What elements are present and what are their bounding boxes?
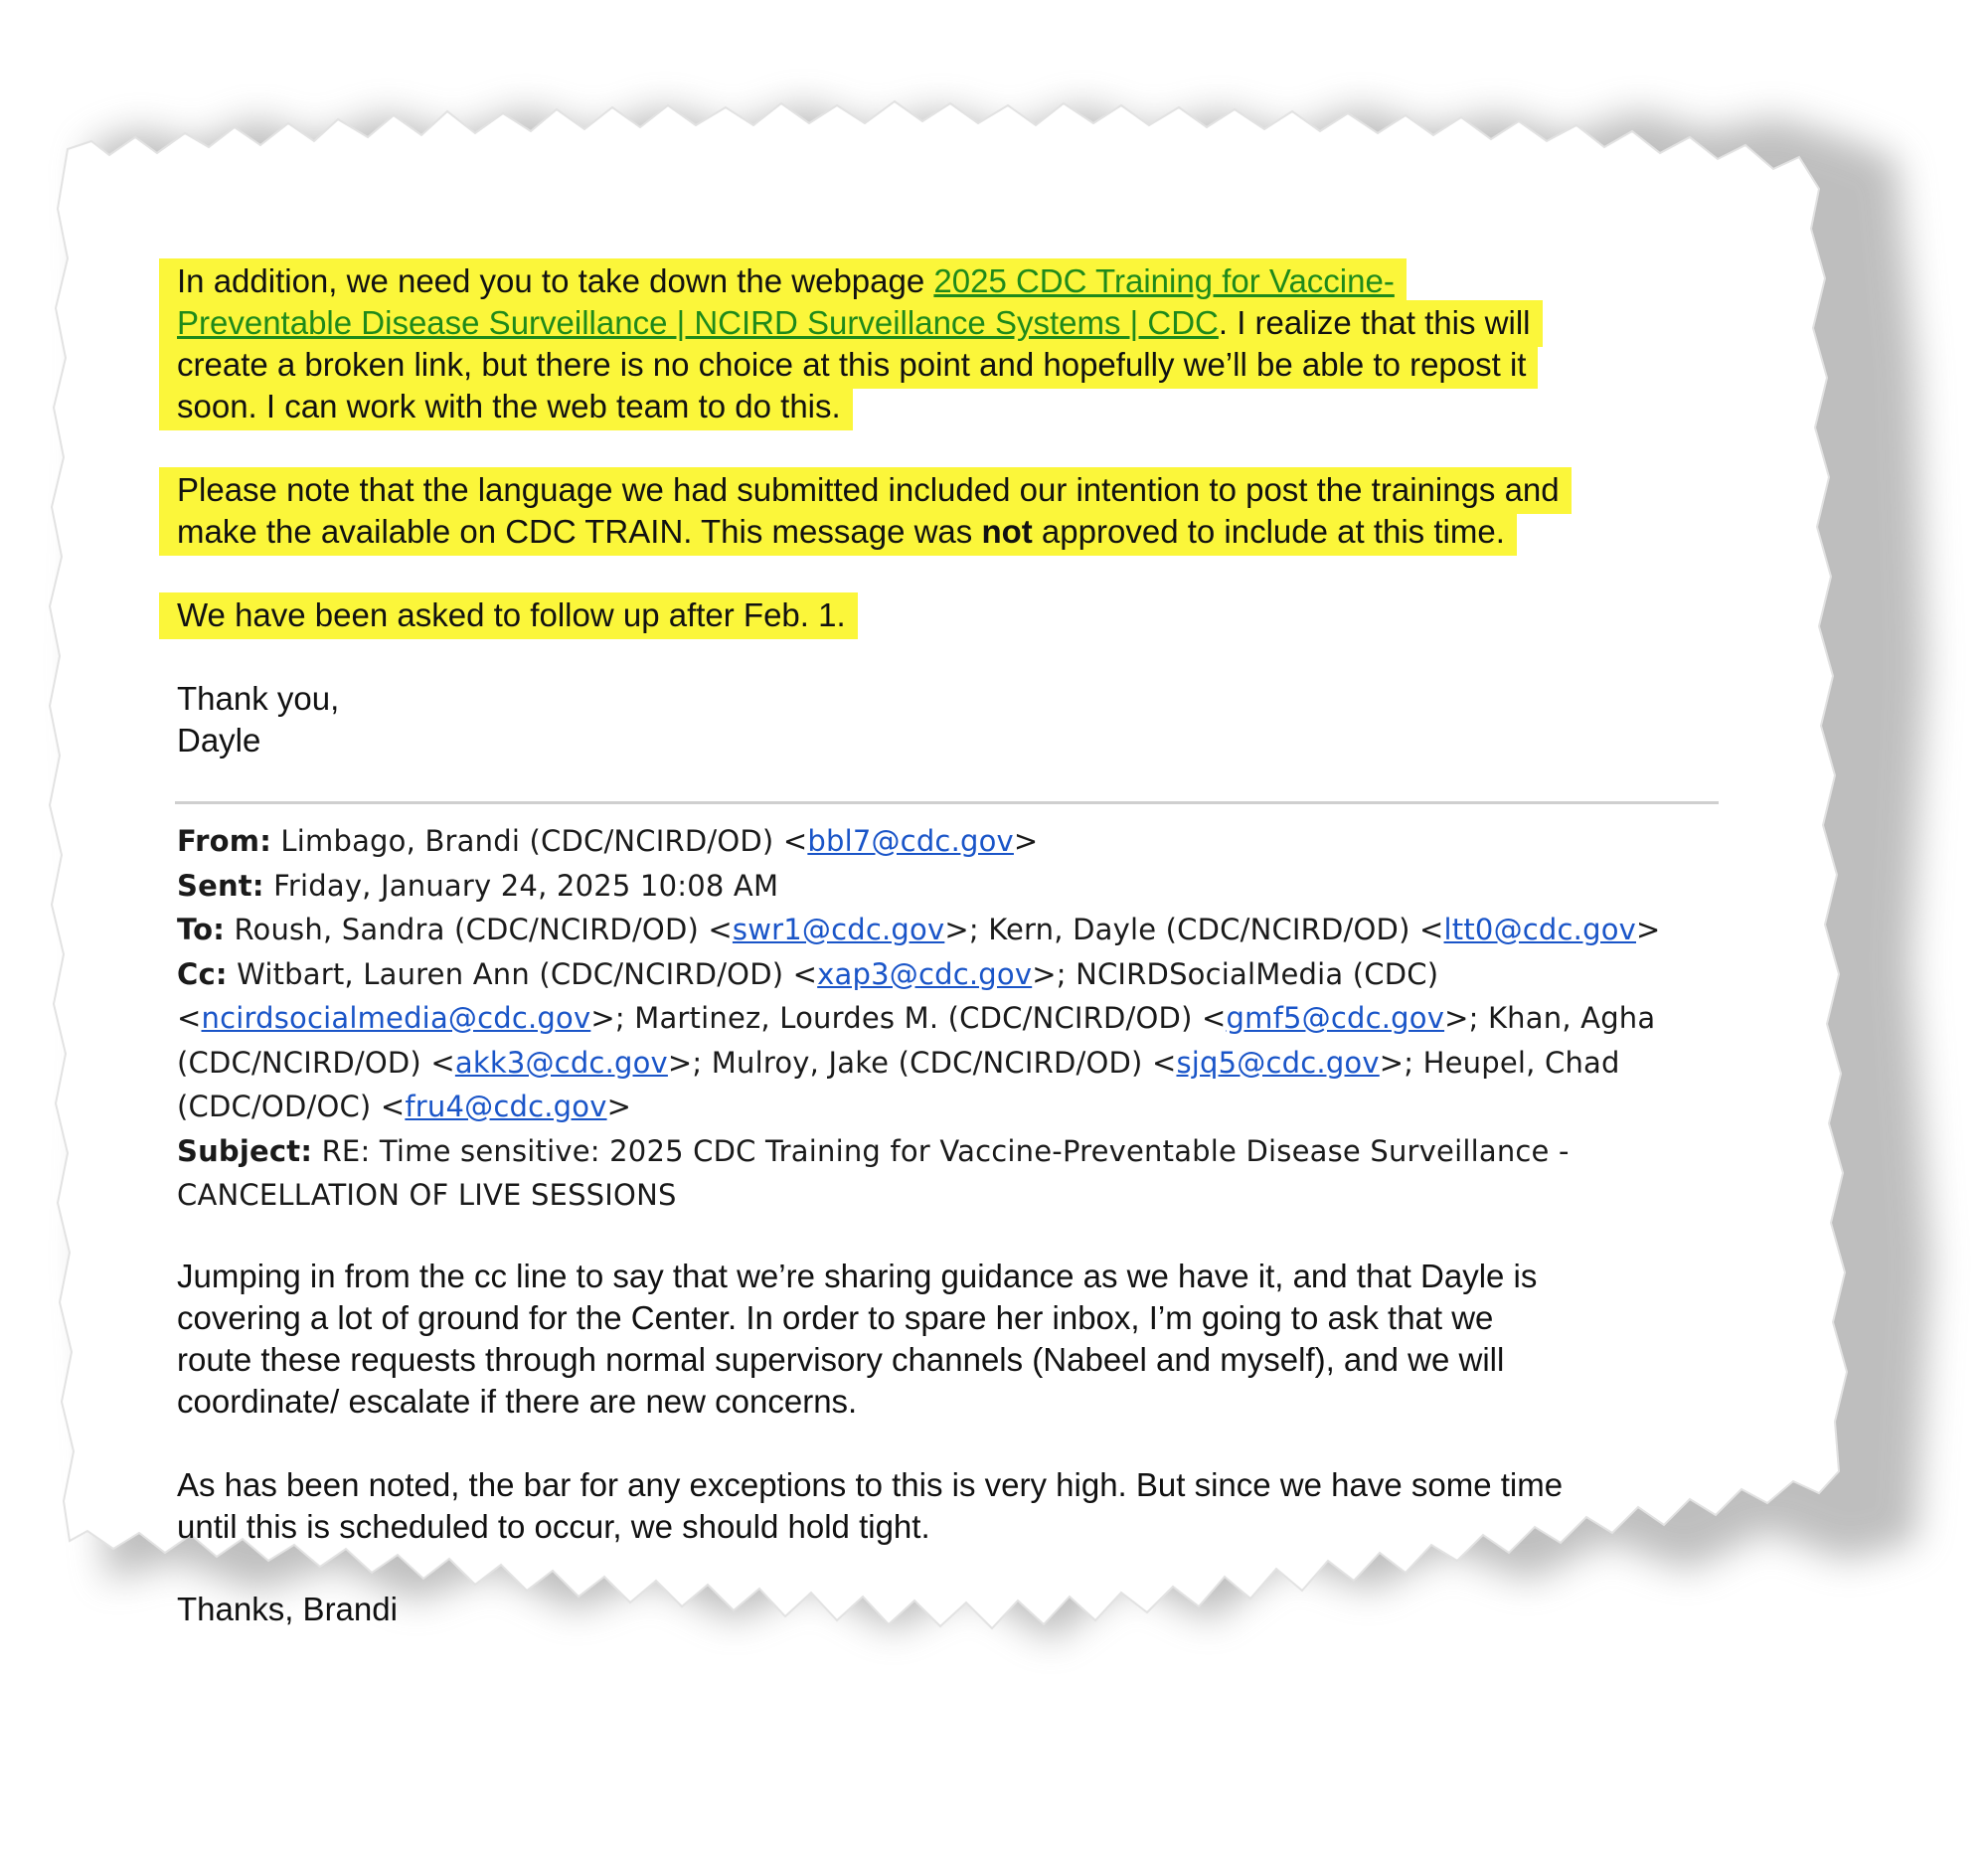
brandi-sign-off [177, 1589, 398, 1630]
email-divider [175, 801, 1719, 804]
highlight [177, 258, 1395, 305]
cc-line-2 [177, 996, 1728, 1041]
cc-line-3 [177, 1041, 1728, 1086]
to-name: Roush, Sandra (CDC/NCIRD/OD) < [225, 913, 733, 946]
body-line: coordinate/ escalate if there are new concerns. [177, 1383, 858, 1420]
from-name: Limbago, Brandi (CDC/NCIRD/OD) < [271, 824, 808, 858]
cc-name: >; NCIRDSocialMedia (CDC) [1032, 956, 1439, 991]
highlighted-paragraph-cdc-train [177, 469, 1560, 553]
from-end: > [1013, 824, 1039, 858]
cc-label: Cc: [177, 956, 228, 991]
brandi-paragraph-2 [177, 1464, 1563, 1548]
from-label: From: [177, 824, 271, 858]
cc-name: >; Martinez, Lourdes M. (CDC/NCIRD/OD) < [590, 1001, 1227, 1035]
cc-email-link[interactable]: ncirdsocialmedia@cdc.gov [201, 1001, 591, 1035]
sent-value: Friday, January 24, 2025 10:08 AM [263, 868, 779, 903]
body-line: As has been noted, the bar for any exceptions to this is very high. But since we have some time [177, 1466, 1564, 1503]
sign-off-text: Thanks, Brandi [177, 1591, 398, 1627]
subject-text: CANCELLATION OF LIVE SESSIONS [177, 1178, 677, 1212]
cc-name: Witbart, Lauren Ann (CDC/NCIRD/OD) < [227, 956, 818, 991]
highlight [177, 467, 1560, 514]
to-end: > [1636, 913, 1661, 946]
sent-label: Sent: [177, 868, 264, 903]
email-header [177, 819, 1728, 1218]
para-text: create a broken link, but there is no choice at this point and hopefully we’ll be able to repost it [177, 346, 1527, 383]
bold-not: not [981, 513, 1033, 550]
body-line: Jumping in from the cc line to say that we’re sharing guidance as we have it, and that Dayle is [177, 1258, 1538, 1294]
para-text: Please note that the language we had submitted included our intention to post the trainings and [177, 471, 1560, 508]
cc-open: < [177, 1001, 202, 1035]
to-line [177, 908, 1728, 952]
body-line: route these requests through normal supervisory channels (Nabeel and myself), and we will [177, 1341, 1505, 1378]
sent-line [177, 864, 1728, 909]
to-email-link[interactable]: ltt0@cdc.gov [1443, 913, 1636, 946]
subject-line [177, 1129, 1728, 1174]
to-label: To: [177, 913, 226, 946]
para-text: In addition, we need you to take down the webpage [177, 262, 934, 299]
para-text: make the available on CDC TRAIN. This message was [177, 513, 982, 550]
to-email-link[interactable]: swr1@cdc.gov [732, 913, 945, 946]
closing-block [177, 678, 339, 761]
to-name: >; Kern, Dayle (CDC/NCIRD/OD) < [944, 913, 1444, 946]
highlight [177, 509, 1505, 556]
cc-name: >; Khan, Agha [1444, 1001, 1656, 1035]
subject-text: RE: Time sensitive: 2025 CDC Training for Vaccine-Preventable Disease Surveillance - [312, 1133, 1570, 1168]
cc-email-link[interactable]: akk3@cdc.gov [454, 1045, 668, 1080]
para-text: We have been asked to follow up after Feb. 1. [177, 596, 846, 633]
cc-email-link[interactable]: fru4@cdc.gov [405, 1090, 607, 1123]
highlight [177, 300, 1531, 347]
cc-name: (CDC/NCIRD/OD) < [177, 1045, 455, 1080]
signature-dayle: Dayle [177, 722, 261, 758]
cc-name: (CDC/OD/OC) < [177, 1090, 406, 1123]
cc-email-link[interactable]: gmf5@cdc.gov [1226, 1001, 1445, 1035]
para-text: approved to include at this time. [1032, 513, 1505, 550]
subject-label: Subject: [177, 1133, 313, 1168]
highlight [177, 342, 1526, 389]
from-email-link[interactable]: bbl7@cdc.gov [807, 824, 1014, 858]
cc-name: >; Heupel, Chad [1379, 1045, 1620, 1080]
para-text: . I realize that this will [1218, 304, 1531, 341]
cc-line-4 [177, 1085, 1728, 1129]
cc-end: > [606, 1090, 632, 1123]
cc-name: >; Mulroy, Jake (CDC/NCIRD/OD) < [667, 1045, 1177, 1080]
cc-email-link[interactable]: xap3@cdc.gov [817, 956, 1033, 991]
body-line: covering a lot of ground for the Center. In order to spare her inbox, I’m going to ask that we [177, 1299, 1494, 1336]
closing-text: Thank you, [177, 680, 340, 717]
brandi-paragraph-1 [177, 1256, 1537, 1423]
highlight [177, 384, 841, 430]
training-webpage-link-continued[interactable]: Preventable Disease Surveillance | NCIRD Surveillance Systems | CDC [177, 304, 1219, 341]
subject-line-2 [177, 1173, 1728, 1218]
highlight [177, 592, 846, 639]
cc-line [177, 952, 1728, 997]
body-line: until this is scheduled to occur, we should hold tight. [177, 1508, 930, 1545]
highlighted-paragraph-follow-up [177, 594, 846, 636]
from-line [177, 819, 1728, 864]
highlighted-paragraph-webpage [177, 260, 1531, 427]
cc-email-link[interactable]: sjq5@cdc.gov [1176, 1045, 1380, 1080]
training-webpage-link[interactable]: 2025 CDC Training for Vaccine- [933, 262, 1395, 299]
para-text: soon. I can work with the web team to do this. [177, 388, 841, 424]
